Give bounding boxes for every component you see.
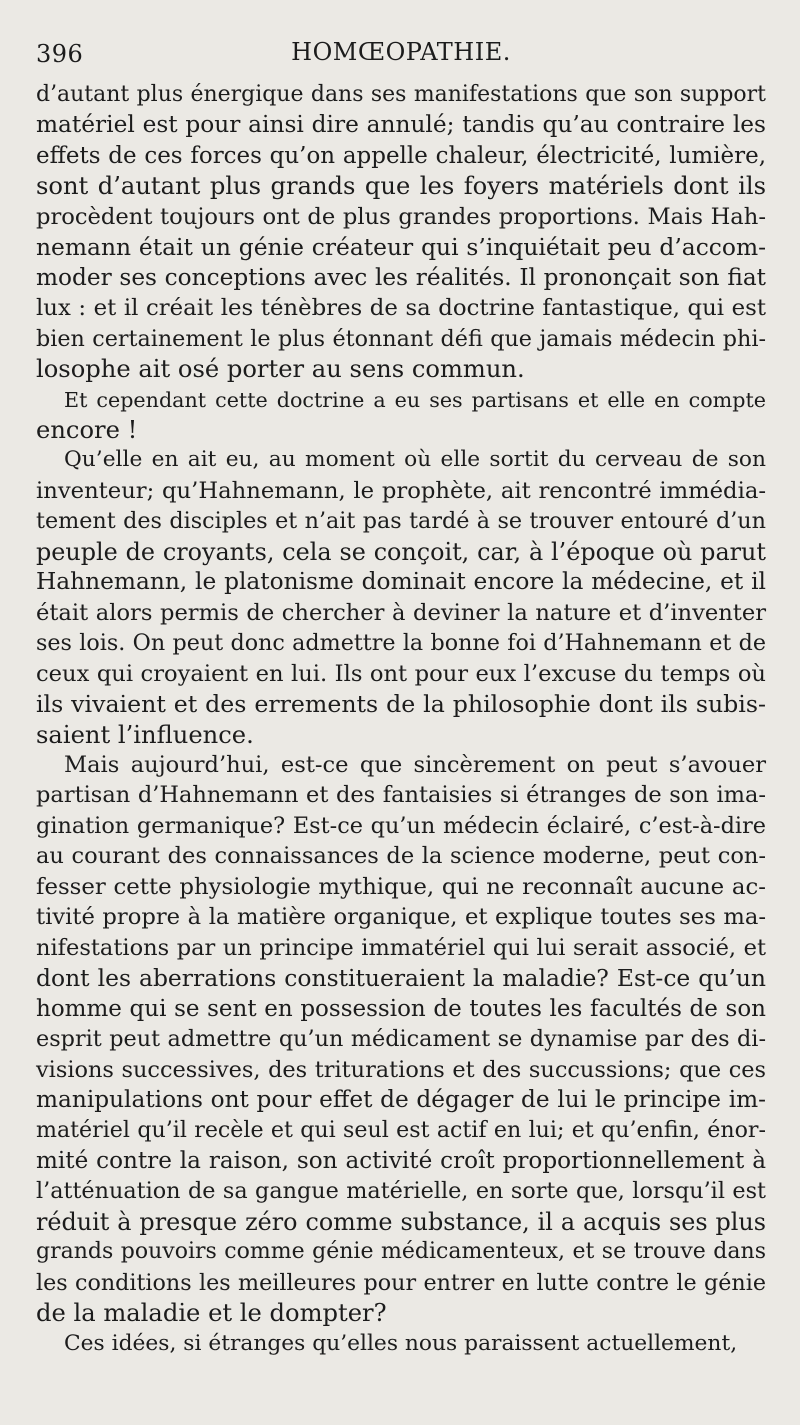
text-line: tement des disciples et n’ait pas tardé à se trouver entouré d’un — [36, 508, 766, 535]
paragraph — [36, 750, 766, 1329]
text-line: bien certainement le plus étonnant défi que jamais médecin phi- — [36, 325, 766, 352]
text-line: moder ses conceptions avec les réalités. Il prononçait son fiat — [36, 263, 766, 291]
text-line: dont les aberrations constitueraient la maladie? Est-ce qu’un — [36, 964, 766, 993]
running-head — [36, 28, 766, 80]
text-line: était alors permis de chercher à deviner la nature et d’inventer — [36, 599, 766, 626]
text-line: losophe ait osé porter au sens commun. — [36, 355, 525, 384]
text-line: homme qui se sent en possession de toutes les facultés de son — [36, 995, 766, 1022]
text-line: l’atténuation de sa gangue matérielle, en sorte que, lorsqu’il est — [36, 1178, 766, 1205]
text-line: nifestations par un principe immatériel qui lui serait associé, et — [36, 934, 766, 961]
text-line: esprit peut admettre qu’un médicament se dynamise par des di- — [36, 1026, 766, 1053]
text-line: d’autant plus énergique dans ses manifestations que son support — [36, 82, 766, 107]
page-number: 396 — [36, 40, 84, 68]
text-line: effets de ces forces qu’on appelle chaleur, électricité, lumière, — [36, 142, 766, 169]
text-line: matériel est pour ainsi dire annulé; tandis qu’au contraire les — [36, 111, 766, 139]
text-line: réduit à presque zéro comme substance, il a acquis ses plus — [36, 1207, 766, 1236]
text-line: sont d’autant plus grands que les foyers matériels dont ils — [36, 172, 766, 201]
text-line: saient l’influence. — [36, 720, 254, 749]
text-line: Qu’elle en ait eu, au moment où elle sortit du cerveau de son — [64, 447, 766, 473]
text-line: les conditions les meilleures pour entrer en lutte contre le génie — [36, 1269, 766, 1296]
text-line: Et cependant cette doctrine a eu ses partisans et elle en compte — [64, 387, 766, 412]
text-line: ils vivaient et des errements de la philosophie dont ils subis- — [36, 690, 766, 719]
text-line: partisan d’Hahnemann et des fantaisies si étranges de son ima- — [36, 782, 766, 809]
paragraph — [36, 80, 766, 385]
text-line: encore ! — [36, 415, 138, 444]
paragraph — [36, 1329, 766, 1359]
text-line: Ces idées, si étranges qu’elles nous paraissent actuellement, — [64, 1330, 738, 1356]
text-line: au courant des connaissances de la science moderne, peut con- — [36, 843, 766, 870]
text-line: fesser cette physiologie mythique, qui ne reconnaît aucune ac- — [36, 873, 766, 900]
text-line: gination germanique? Est-ce qu’un médecin éclairé, c’est-à-dire — [36, 812, 766, 839]
text-line: Hahnemann, le platonisme dominait encore la médecine, et il — [36, 568, 766, 596]
text-line: Mais aujourd’hui, est-ce que sincèrement on peut s’avouer — [64, 751, 766, 778]
text-line: peuple de croyants, cela se conçoit, car, à l’époque où parut — [36, 537, 766, 566]
text-line: matériel qu’il recèle et qui seul est actif en lui; et qu’enfin, énor- — [36, 1117, 766, 1144]
text-line: lux : et il créait les ténèbres de sa doctrine fantastique, qui est — [36, 295, 766, 322]
text-line: de la maladie et le dompter? — [36, 1299, 387, 1328]
text-line: ceux qui croyaient en lui. Ils ont pour eux l’excuse du temps où — [36, 660, 766, 687]
text-line: ses lois. On peut donc admettre la bonne foi d’Hahnemann et de — [36, 630, 766, 657]
text-line: procèdent toujours ont de plus grandes proportions. Mais Hah- — [36, 203, 766, 230]
text-line: tivité propre à la matière organique, et explique toutes ses ma- — [36, 904, 766, 931]
text-line: grands pouvoirs comme génie médicamenteux, et se trouve dans — [36, 1239, 766, 1265]
paragraph — [36, 385, 766, 446]
running-title: HOMŒOPATHIE. — [291, 38, 511, 66]
text-line: inventeur; qu’Hahnemann, le prophète, ait rencontré immédia- — [36, 477, 766, 504]
text-line: visions successives, des triturations et des succussions; que ces — [36, 1056, 766, 1083]
text-line: mité contre la raison, son activité croît proportionnellement à — [36, 1147, 766, 1174]
paragraph — [36, 445, 766, 750]
body-text — [36, 80, 766, 1359]
text-line: nemann était un génie créateur qui s’inquiétait peu d’accom- — [36, 233, 766, 262]
text-line: manipulations ont pour effet de dégager de lui le principe im- — [36, 1085, 766, 1113]
